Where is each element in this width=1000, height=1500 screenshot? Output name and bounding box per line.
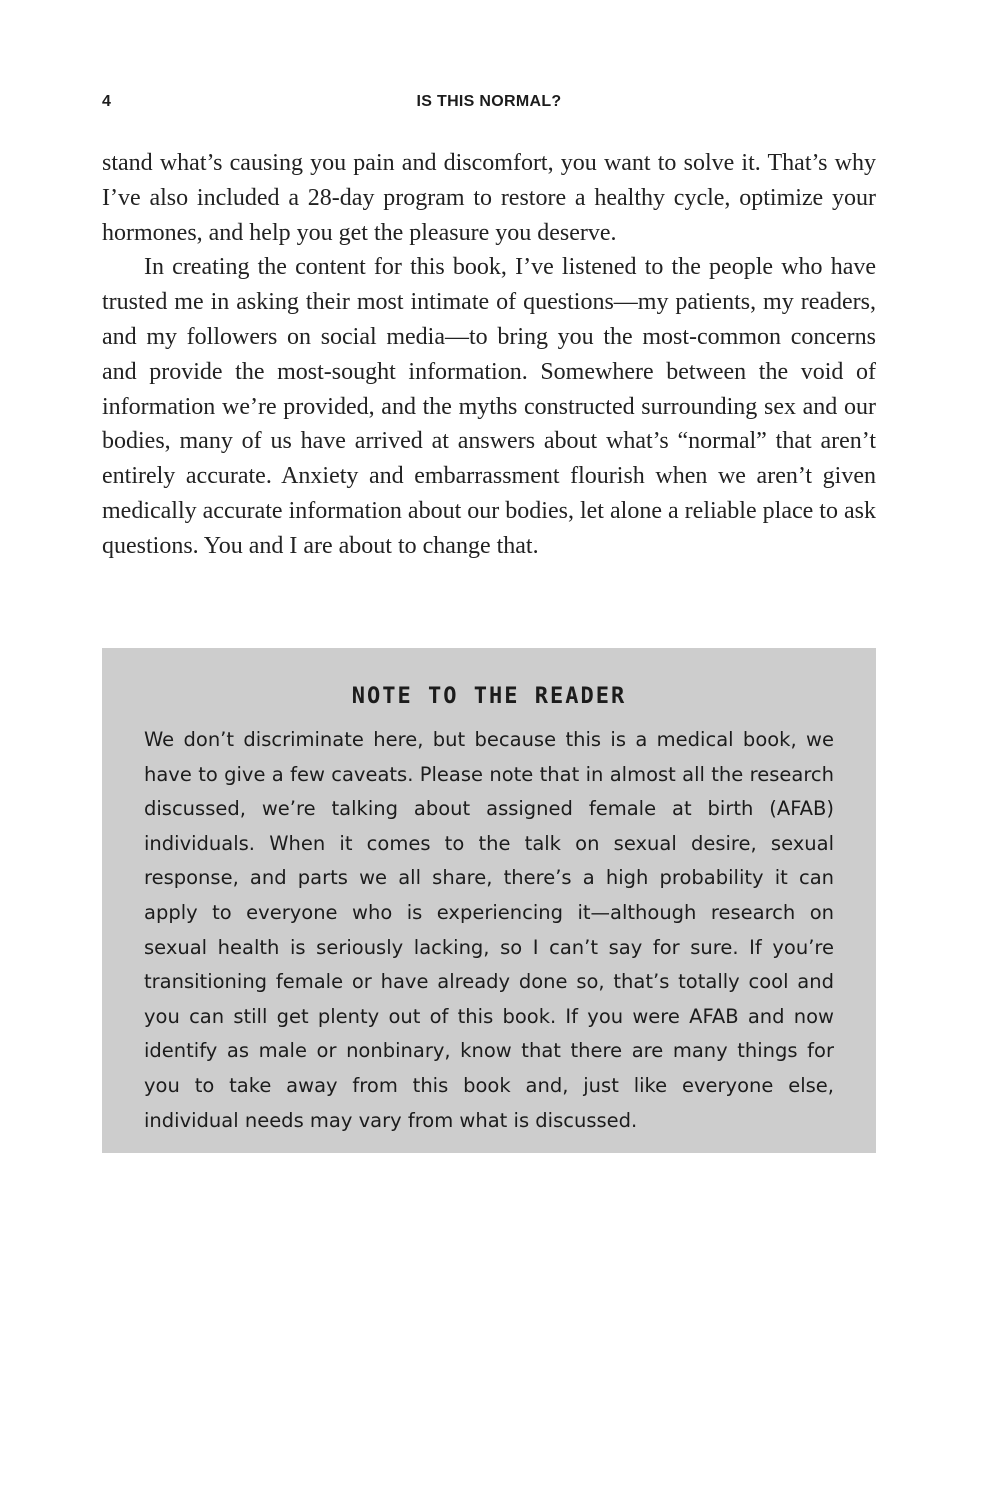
- note-to-reader-box: [102, 648, 876, 1153]
- paragraph: In creating the content for this book, I’ve listened to the people who have trusted me in asking their most intimate of questions—my patients, my readers, and my followers on social media—to bring you the most-common concerns and provide the most-sought information. Somewhere between the void of information we’re provided, and the myths constructed surrounding sex and our bodies, many of us have arrived at answers about what’s “normal” that aren’t entirely accurate. Anxiety and embarrassment flourish when we aren’t given medically accurate information about our bodies, let alone a reliable place to ask questions. You and I are about to change that.: [102, 254, 876, 559]
- running-head-title: IS THIS NORMAL?: [416, 93, 562, 110]
- running-head: [102, 93, 876, 113]
- note-text: We don’t discriminate here, but because this is a medical book, we have to give a few caveats. Please note that in almost all the research discussed, we’re talking about assigned female at birth (AFAB) individuals. When it comes to the talk on sexual desire, sexual response, and parts we all share, there’s a high probability it can apply to everyone who is experiencing it—although research on sexual health is seriously lacking, so I can’t say for sure. If you’re transitioning female or have already done so, that’s totally cool and you can still get plenty out of this book. If you were AFAB and now identify as male or nonbinary, know that there are many things for you to take away from this book and, just like everyone else, individual needs may vary from what is discussed.: [144, 728, 834, 1132]
- note-title: NOTE TO THE READER: [351, 684, 627, 709]
- body-text: [102, 146, 876, 564]
- page-number: 4: [102, 93, 112, 110]
- paragraph: stand what’s causing you pain and discomfort, you want to solve it. That’s why I’ve also included a 28-day program to restore a healthy cycle, optimize your hormones, and help you get the pleasure you deserve.: [102, 150, 876, 246]
